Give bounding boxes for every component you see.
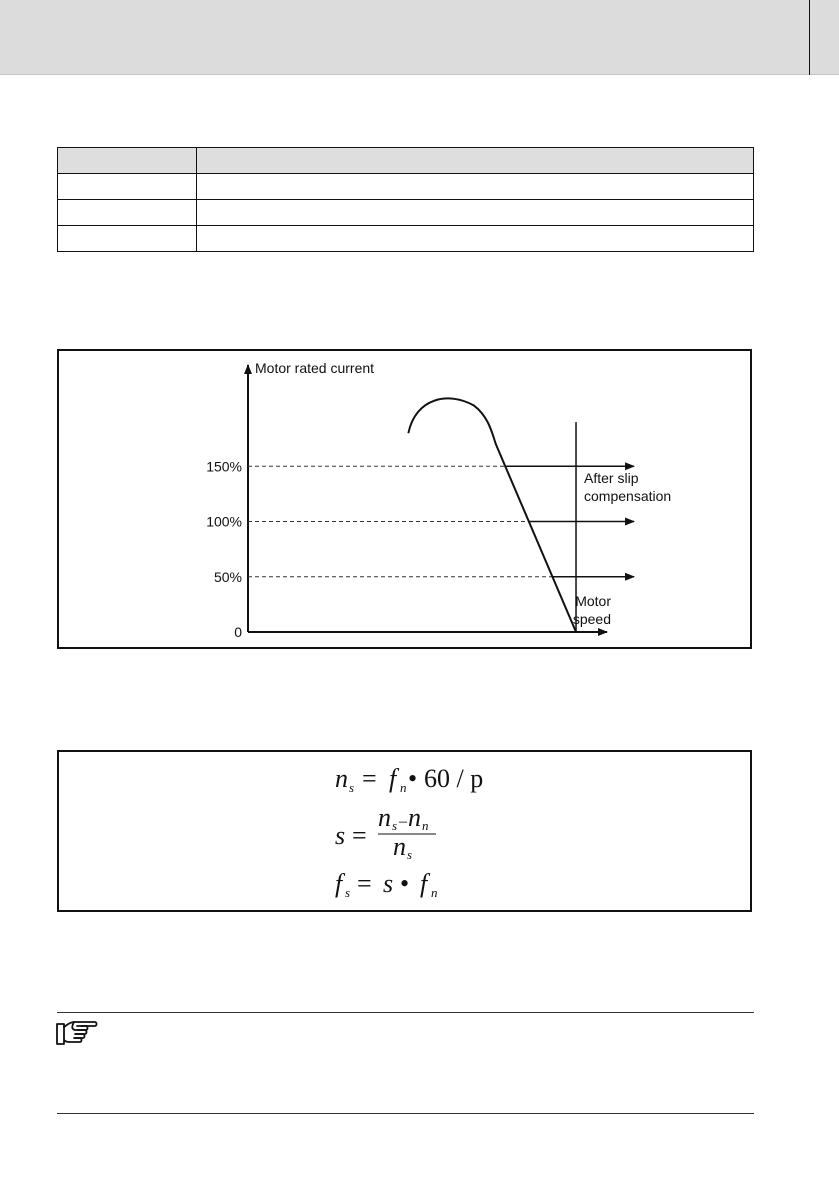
table-cell [58, 226, 197, 252]
formula-symbol: s [335, 821, 346, 850]
formula-symbol: n [393, 832, 406, 861]
formula-dot: • [400, 869, 410, 898]
formula-symbol: f [335, 869, 343, 898]
y-tick-label: 50% [213, 568, 242, 585]
slip-formula-box [57, 750, 752, 912]
x-axis-label: Motor [575, 593, 611, 609]
formula-minus: – [399, 813, 407, 830]
note-divider-bottom [57, 1113, 754, 1114]
y-tick-label: 0 [234, 624, 242, 640]
formula-symbol: f [420, 869, 428, 898]
formula-constant: 60 / p [424, 764, 484, 793]
table-cell [197, 226, 754, 252]
formula-slip [335, 803, 436, 862]
formula-symbol: f [389, 764, 397, 793]
table-cell [197, 174, 754, 200]
slip-formulas [59, 752, 754, 914]
formula-subscript: n [422, 818, 429, 833]
pointing-hand-icon [55, 1018, 99, 1048]
formula-symbol: s [383, 869, 394, 898]
table-header-cell [197, 148, 754, 174]
slip-compensation-chart [59, 351, 754, 651]
note-divider-top [57, 1012, 754, 1013]
torque-speed-curve [408, 398, 576, 632]
table-cell [197, 200, 754, 226]
y-tick-label: 100% [206, 513, 242, 530]
formula-symbol: n [335, 764, 348, 793]
table-header-row [58, 148, 754, 174]
y-axis-label: Motor rated current [255, 360, 375, 376]
table-header-cell [58, 148, 197, 174]
formula-symbol: n [408, 803, 421, 832]
formula-slip-frequency [335, 869, 438, 900]
formula-subscript: s [345, 885, 351, 900]
formula-dot: • [408, 764, 418, 793]
table-row [58, 174, 754, 200]
slip-compensation-figure [57, 349, 752, 649]
table-cell [58, 174, 197, 200]
header-divider [0, 74, 839, 75]
page-header-band [0, 0, 839, 74]
formula-subscript: n [431, 885, 438, 900]
compensation-annotation: After slip [584, 470, 639, 486]
formula-equals: = [357, 869, 372, 898]
formula-subscript: s [349, 780, 355, 795]
formula-symbol: n [378, 803, 391, 832]
table-row [58, 200, 754, 226]
formula-subscript: s [407, 847, 413, 862]
formula-synchronous-speed [335, 764, 483, 795]
x-axis-label: speed [572, 611, 611, 627]
formula-equals: = [362, 764, 377, 793]
table-cell [58, 200, 197, 226]
compensation-annotation: compensation [584, 488, 672, 504]
y-tick-label: 150% [206, 458, 242, 475]
formula-subscript: n [400, 780, 407, 795]
formula-equals: = [352, 821, 367, 850]
parameter-table [57, 147, 754, 252]
table-row [58, 226, 754, 252]
margin-marker [809, 0, 810, 75]
formula-subscript: s [392, 818, 398, 833]
